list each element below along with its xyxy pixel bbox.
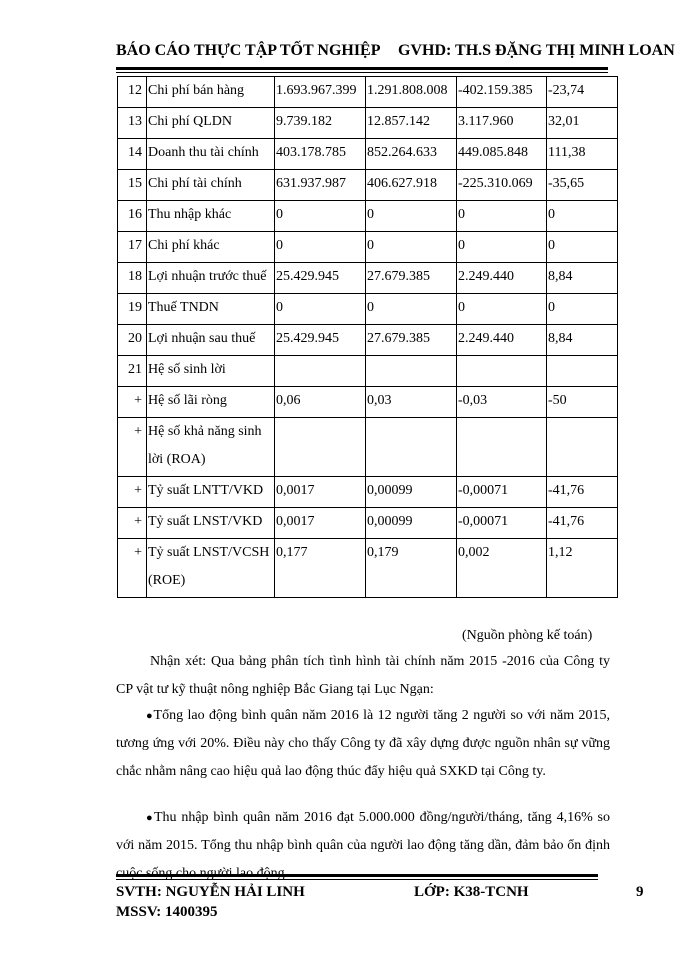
cell-value <box>366 418 457 477</box>
row-label: Thu nhập khác <box>147 201 275 232</box>
bullet-icon: ● <box>146 710 154 722</box>
row-number: 16 <box>118 201 147 232</box>
cell-value: 12.857.142 <box>366 108 457 139</box>
table-row <box>118 139 618 170</box>
cell-value: 0 <box>547 294 618 325</box>
table-row <box>118 108 618 139</box>
report-title: BÁO CÁO THỰC TẬP TỐT NGHIỆP <box>116 42 381 59</box>
cell-value: 0 <box>366 294 457 325</box>
page-number: 9 <box>636 884 644 900</box>
cell-value <box>275 418 366 477</box>
page-header <box>116 40 676 68</box>
row-number: + <box>118 387 147 418</box>
cell-value: -50 <box>547 387 618 418</box>
comment-paragraph: Nhận xét: Qua bảng phân tích tình hình tài chính năm 2015 -2016 của Công ty CP vật tư kỹ thuật nông nghiệp Bắc Giang tại Lục Ngạn: <box>116 654 610 697</box>
row-label: Lợi nhuận sau thuế <box>147 325 275 356</box>
cell-value: -0,03 <box>457 387 547 418</box>
header-rule <box>116 67 608 70</box>
table-row <box>118 387 618 418</box>
row-number: 20 <box>118 325 147 356</box>
table-source: (Nguồn phòng kế toán) <box>462 628 593 643</box>
cell-value: 25.429.945 <box>275 263 366 294</box>
cell-value <box>275 356 366 387</box>
table-row <box>118 263 618 294</box>
cell-value: -35,65 <box>547 170 618 201</box>
cell-value: 0 <box>275 201 366 232</box>
row-label: Chi phí bán hàng <box>147 77 275 108</box>
student-name: SVTH: NGUYỄN HẢI LINH <box>116 884 305 900</box>
cell-value: -41,76 <box>547 477 618 508</box>
cell-value: 0 <box>366 201 457 232</box>
cell-value: 403.178.785 <box>275 139 366 170</box>
footer-rule-thin <box>116 879 598 880</box>
cell-value: -0,00071 <box>457 508 547 539</box>
cell-value: 1,12 <box>547 539 618 598</box>
row-number: 15 <box>118 170 147 201</box>
cell-value <box>366 356 457 387</box>
cell-value: 0 <box>275 294 366 325</box>
row-label: Tỷ suất LNTT/VKD <box>147 477 275 508</box>
cell-value: 0,03 <box>366 387 457 418</box>
row-label: Hệ số khả năng sinh lời (ROA) <box>147 418 275 477</box>
row-label: Chi phí QLDN <box>147 108 275 139</box>
cell-value: 9.739.182 <box>275 108 366 139</box>
student-id: MSSV: 1400395 <box>116 904 218 920</box>
table-row <box>118 508 618 539</box>
cell-value: 1.291.808.008 <box>366 77 457 108</box>
table-row <box>118 477 618 508</box>
row-label: Doanh thu tài chính <box>147 139 275 170</box>
row-label: Lợi nhuận trước thuế <box>147 263 275 294</box>
cell-value: 0 <box>366 232 457 263</box>
cell-value: 2.249.440 <box>457 263 547 294</box>
financial-table-body <box>118 77 618 598</box>
row-number: 21 <box>118 356 147 387</box>
row-label: Chi phí tài chính <box>147 170 275 201</box>
cell-value <box>547 418 618 477</box>
cell-value: -0,00071 <box>457 477 547 508</box>
row-number: 12 <box>118 77 147 108</box>
cell-value: 631.937.987 <box>275 170 366 201</box>
cell-value <box>457 356 547 387</box>
table-row <box>118 77 618 108</box>
table-row <box>118 356 618 387</box>
row-label: Hệ số sinh lời <box>147 356 275 387</box>
class-name: LỚP: K38-TCNH <box>414 884 529 900</box>
cell-value: 32,01 <box>547 108 618 139</box>
cell-value: 406.627.918 <box>366 170 457 201</box>
cell-value: 0 <box>547 201 618 232</box>
cell-value: 27.679.385 <box>366 325 457 356</box>
cell-value: 0 <box>457 294 547 325</box>
row-label: Chi phí khác <box>147 232 275 263</box>
cell-value: 0 <box>457 201 547 232</box>
cell-value: 0,00099 <box>366 508 457 539</box>
cell-value: -41,76 <box>547 508 618 539</box>
cell-value: 8,84 <box>547 325 618 356</box>
cell-value: 0,002 <box>457 539 547 598</box>
cell-value: 0,0017 <box>275 477 366 508</box>
row-label: Tỷ suất LNST/VCSH (ROE) <box>147 539 275 598</box>
header-rule-thin <box>116 72 608 73</box>
cell-value: 852.264.633 <box>366 139 457 170</box>
row-label: Tỷ suất LNST/VKD <box>147 508 275 539</box>
supervisor: GVHD: TH.S ĐẶNG THỊ MINH LOAN <box>398 42 675 59</box>
cell-value: 0,00099 <box>366 477 457 508</box>
table-row <box>118 539 618 598</box>
cell-value: 25.429.945 <box>275 325 366 356</box>
table-row <box>118 325 618 356</box>
cell-value: 111,38 <box>547 139 618 170</box>
row-number: 13 <box>118 108 147 139</box>
row-number: + <box>118 539 147 598</box>
cell-value: 27.679.385 <box>366 263 457 294</box>
row-number: 17 <box>118 232 147 263</box>
cell-value: 0 <box>457 232 547 263</box>
row-number: + <box>118 477 147 508</box>
cell-value: 2.249.440 <box>457 325 547 356</box>
cell-value: 0,179 <box>366 539 457 598</box>
cell-value: 0,06 <box>275 387 366 418</box>
cell-value: 449.085.848 <box>457 139 547 170</box>
table-row <box>118 201 618 232</box>
row-number: + <box>118 508 147 539</box>
cell-value <box>547 356 618 387</box>
cell-value: 0 <box>547 232 618 263</box>
cell-value: 0,0017 <box>275 508 366 539</box>
row-number: 14 <box>118 139 147 170</box>
row-number: 19 <box>118 294 147 325</box>
cell-value: 0,177 <box>275 539 366 598</box>
cell-value: -402.159.385 <box>457 77 547 108</box>
cell-value: -225.310.069 <box>457 170 547 201</box>
financial-table <box>117 76 618 598</box>
cell-value: 3.117.960 <box>457 108 547 139</box>
footer-rule <box>116 874 598 877</box>
table-row <box>118 418 618 477</box>
cell-value: -23,74 <box>547 77 618 108</box>
cell-value <box>457 418 547 477</box>
row-label: Hệ số lãi ròng <box>147 387 275 418</box>
row-number: 18 <box>118 263 147 294</box>
row-number: + <box>118 418 147 477</box>
bullet-icon: ● <box>146 812 154 824</box>
table-row <box>118 232 618 263</box>
row-label: Thuế TNDN <box>147 294 275 325</box>
paragraph-text: Thu nhập bình quân năm 2016 đạt 5.000.000 đồng/người/tháng, tăng 4,16% so với năm 2015. Tổng thu nhập bình quân của người lao động tăng dần, đảm bảo ổn định <box>116 810 610 853</box>
table-row <box>118 294 618 325</box>
table-row <box>118 170 618 201</box>
cell-value: 0 <box>275 232 366 263</box>
cell-value: 1.693.967.399 <box>275 77 366 108</box>
bullet-paragraph-labor <box>116 702 610 786</box>
paragraph-text: Tổng lao động bình quân năm 2016 là 12 người tăng 2 người so với năm 2015, tương ứng với 20%. Điều này cho thấy Công ty đã xây dựng được nguồn nhân sự vững chắc nhằm nâng cao hiệu quả lao động thúc đẩy hiệu quả SXKD tại Công ty. <box>116 708 610 779</box>
cell-value: 8,84 <box>547 263 618 294</box>
